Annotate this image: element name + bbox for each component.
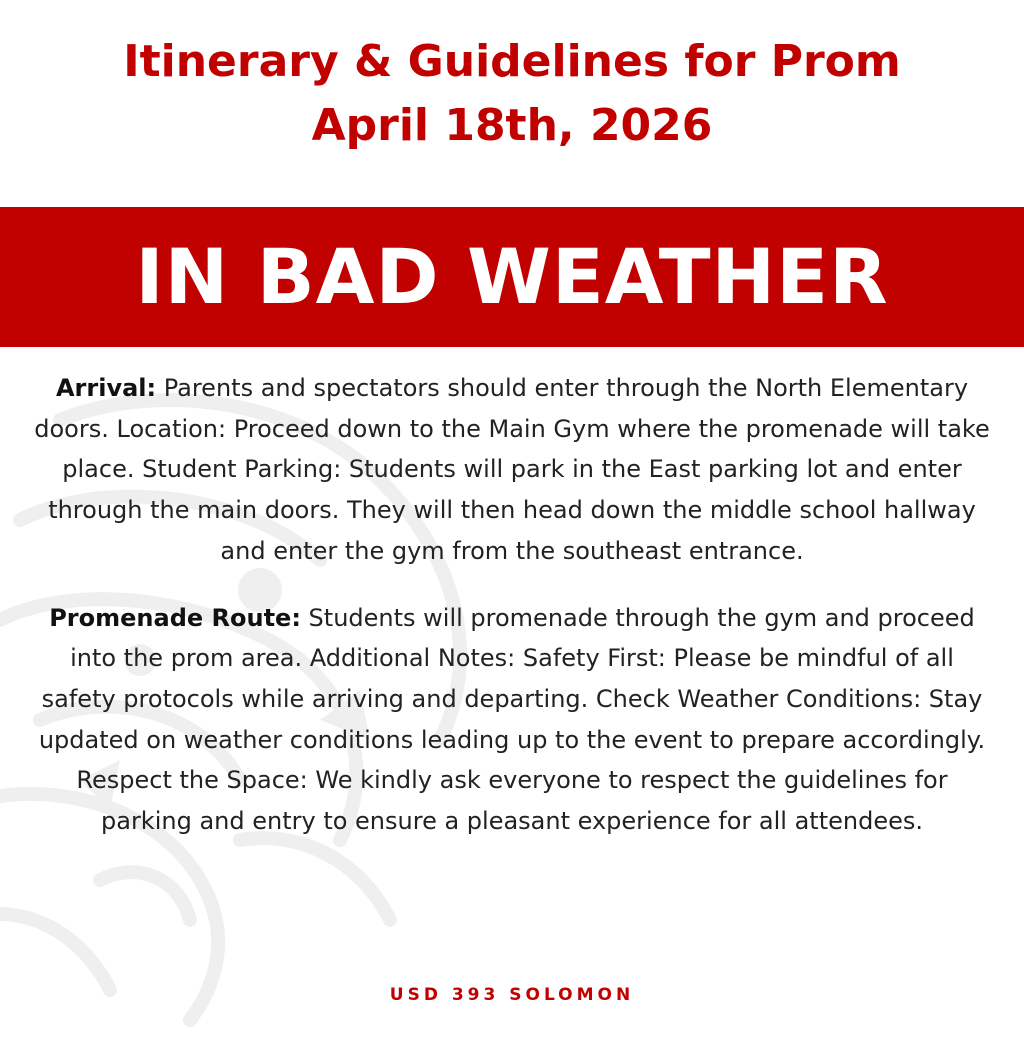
promenade-label: Promenade Route:	[49, 603, 301, 632]
content-body	[30, 368, 994, 868]
arrival-paragraph	[30, 368, 994, 572]
footer-district: USD 393 SOLOMON	[389, 985, 635, 1005]
title-line-1: Itinerary & Guidelines for Prom	[123, 36, 901, 87]
banner-text: IN BAD WEATHER	[135, 232, 889, 321]
arrival-text: Parents and spectators should enter through the North Elementary doors. Location: Proceed down to the Main Gym where the promenade will take place. Student Parking: Students will park in the East parking lot and enter through the main doors. They will then head down the middle school hallway and enter the gym from the southeast entrance.	[34, 374, 990, 565]
bad-weather-banner	[0, 207, 1024, 347]
promenade-text: Students will promenade through the gym and proceed into the prom area. Additional Notes: Safety First: Please be mindful of all safety protocols while arriving and departing. Check Weather Conditions: Stay updated on weather conditions leading up to the event to prepare accordingly. Respect the Space: We kindly ask everyone to respect the guidelines for parking and entry to ensure a pleasant experience for all attendees.	[38, 603, 986, 836]
promenade-paragraph	[30, 598, 994, 842]
arrival-label: Arrival:	[55, 374, 157, 402]
title-line-2-date: April 18th, 2026	[311, 100, 713, 151]
page-title	[0, 30, 1024, 158]
